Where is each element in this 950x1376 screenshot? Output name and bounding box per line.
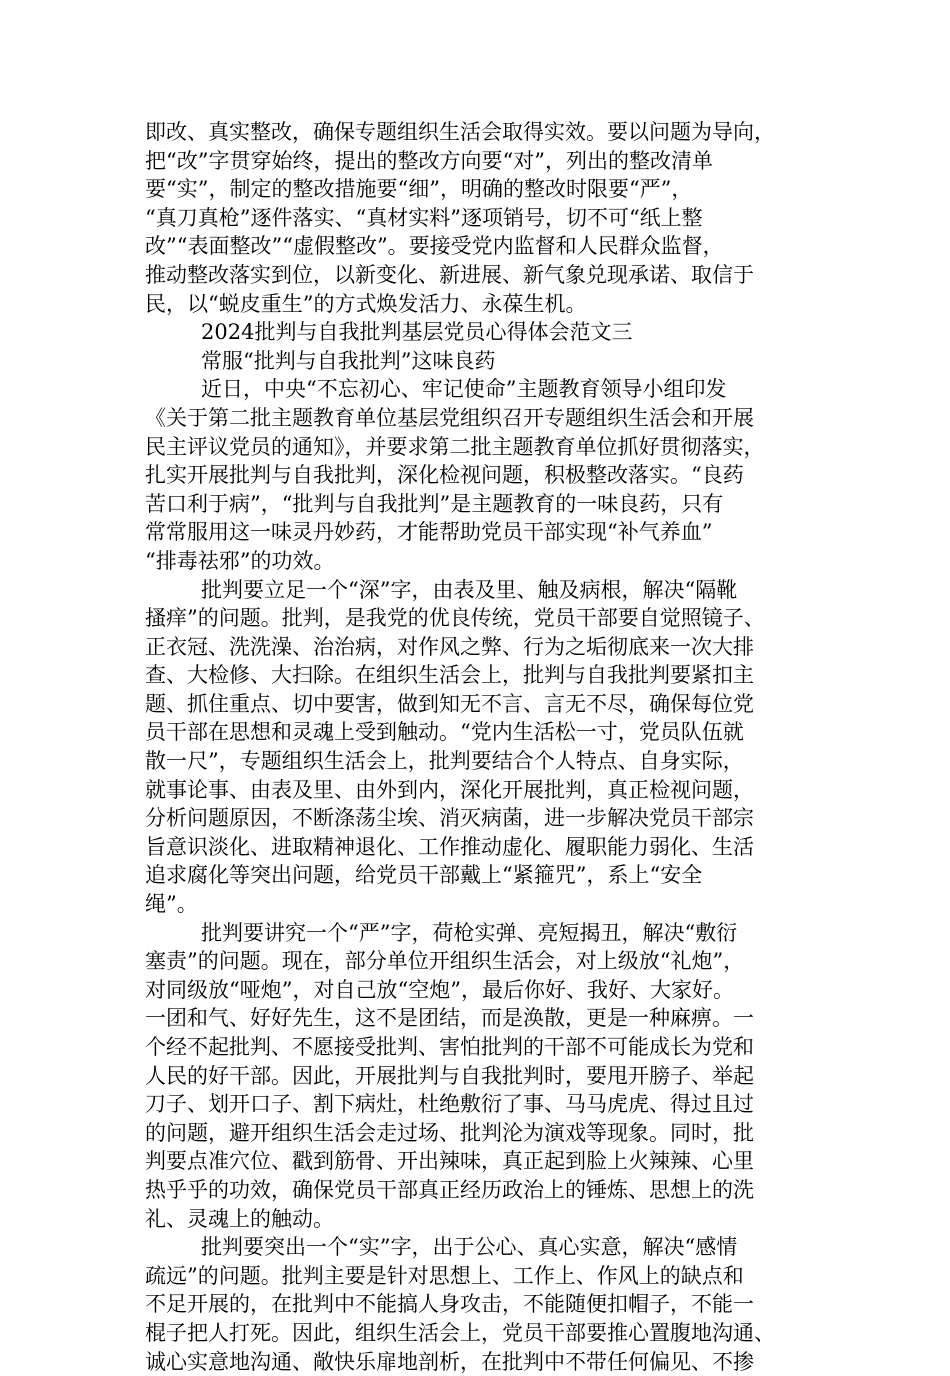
text-line: 绳”。 xyxy=(145,892,198,917)
text-line: 改”“表面整改”“虚假整改”。要接受党内监督和人民群众监督， xyxy=(145,234,724,259)
text-line: 人民的好干部。因此，开展批判与自我批判时，要甩开膀子、举起 xyxy=(145,1063,754,1088)
text-line: 热乎乎的功效，确保党员干部真正经历政治上的锤炼、思想上的洗 xyxy=(145,1177,754,1202)
text-line: 礼、灵魂上的触动。 xyxy=(145,1206,334,1231)
text-line: 推动整改落实到位，以新变化、新进展、新气象兑现承诺、取信于 xyxy=(145,262,754,287)
article-title: 常服“批判与自我批判”这味良药 xyxy=(201,348,496,373)
text-line: 判要点准穴位、戳到筋骨、开出辣味，真正起到脸上火辣辣、心里 xyxy=(145,1149,754,1174)
text-line: 批判要突出一个“实”字，出于公心、真心实意，解决“感情 xyxy=(201,1235,738,1260)
text-line: 批判要讲究一个“严”字，荷枪实弹、亮短揭丑，解决“敷衍 xyxy=(201,920,738,945)
text-line: 苦口利于病”，“批判与自我批判”是主题教育的一味良药，只有 xyxy=(145,491,724,516)
text-line: 散一尺”，专题组织生活会上，批判要结合个人特点、自身实际， xyxy=(145,749,744,774)
text-line: 常常服用这一味灵丹妙药，才能帮助党员干部实现“补气养血” xyxy=(145,520,713,545)
text-line: 不足开展的，在批判中不能搞人身攻击，不能随便扣帽子，不能一 xyxy=(145,1292,754,1317)
text-line: 即改、真实整改，确保专题组织生活会取得实效。要以问题为导向， xyxy=(145,120,775,144)
text-line: “真刀真枪”逐件落实、“真材实料”逐项销号，切不可“纸上整 xyxy=(145,205,703,230)
text-line: 批判要立足一个“深”字，由表及里、触及病根，解决“隔靴 xyxy=(201,577,738,602)
text-line: “排毒祛邪”的功效。 xyxy=(145,548,335,573)
text-line: 员干部在思想和灵魂上受到触动。“党内生活松一寸，党员队伍就 xyxy=(145,720,744,745)
text-line: 旨意识淡化、进取精神退化、工作推动虚化、履职能力弱化、生活 xyxy=(145,834,754,859)
text-line: 塞责”的问题。现在，部分单位开组织生活会，对上级放“礼炮”， xyxy=(145,949,745,974)
text-line: 民主评议党员的通知》，并要求第二批主题教育单位抓好贯彻落实， xyxy=(145,434,765,459)
text-line: 要“实”，制定的整改措施要“细”，明确的整改时限要“严”， xyxy=(145,177,693,202)
text-line: 刀子、划开口子、割下病灶，杜绝敷衍了事、马马虎虎、得过且过 xyxy=(145,1092,754,1117)
text-line: 题、抓住重点、切中要害，做到知无不言、言无不尽，确保每位党 xyxy=(145,691,754,716)
text-line: 把“改”字贯穿始终，提出的整改方向要“对”，列出的整改清单 xyxy=(145,148,713,173)
text-line: 一团和气、好好先生，这不是团结，而是涣散，更是一种麻痹。一 xyxy=(145,1006,754,1031)
text-line: 正衣冠、洗洗澡、治治病，对作风之弊、行为之垢彻底来一次大排 xyxy=(145,634,754,659)
section-heading: 2024批判与自我批判基层党员心得体会范文三 xyxy=(201,320,633,345)
text-line: 的问题，避开组织生活会走过场、批判沦为演戏等现象。同时，批 xyxy=(145,1120,754,1145)
document-body xyxy=(145,118,810,1376)
text-line: 民，以“蜕皮重生”的方式焕发活力、永葆生机。 xyxy=(145,291,587,316)
text-line: 分析问题原因，不断涤荡尘埃、消灭病菌，进一步解决党员干部宗 xyxy=(145,806,754,831)
text-line: 扎实开展批判与自我批判，深化检视问题，积极整改落实。“良药 xyxy=(145,463,744,488)
text-line: 查、大检修、大扫除。在组织生活会上，批判与自我批判要紧扣主 xyxy=(145,663,754,688)
text-line: 追求腐化等突出问题，给党员干部戴上“紧箍咒”，系上“安全 xyxy=(145,863,703,888)
text-line: 疏远”的问题。批判主要是针对思想上、工作上、作风上的缺点和 xyxy=(145,1263,744,1288)
text-line: 棍子把人打死。因此，组织生活会上，党员干部要推心置腹地沟通、 xyxy=(145,1320,775,1345)
text-line: 《关于第二批主题教育单位基层党组织召开专题组织生活会和开展 xyxy=(145,405,754,430)
text-line: 近日，中央“不忘初心、牢记使命”主题教育领导小组印发 xyxy=(201,377,727,402)
text-line: 搔痒”的问题。批判，是我党的优良传统，党员干部要自觉照镜子、 xyxy=(145,606,765,631)
text-line: 诚心实意地沟通、敞快乐扉地剖析，在批判中不带任何偏见、不掺 xyxy=(145,1349,754,1374)
text-line: 个经不起批判、不愿接受批判、害怕批判的干部不可能成长为党和 xyxy=(145,1035,754,1059)
text-line: 对同级放“哑炮”，对自己放“空炮”，最后你好、我好、大家好。 xyxy=(145,977,734,1002)
text-line: 就事论事、由表及里、由外到内，深化开展批判，真正检视问题， xyxy=(145,777,754,802)
